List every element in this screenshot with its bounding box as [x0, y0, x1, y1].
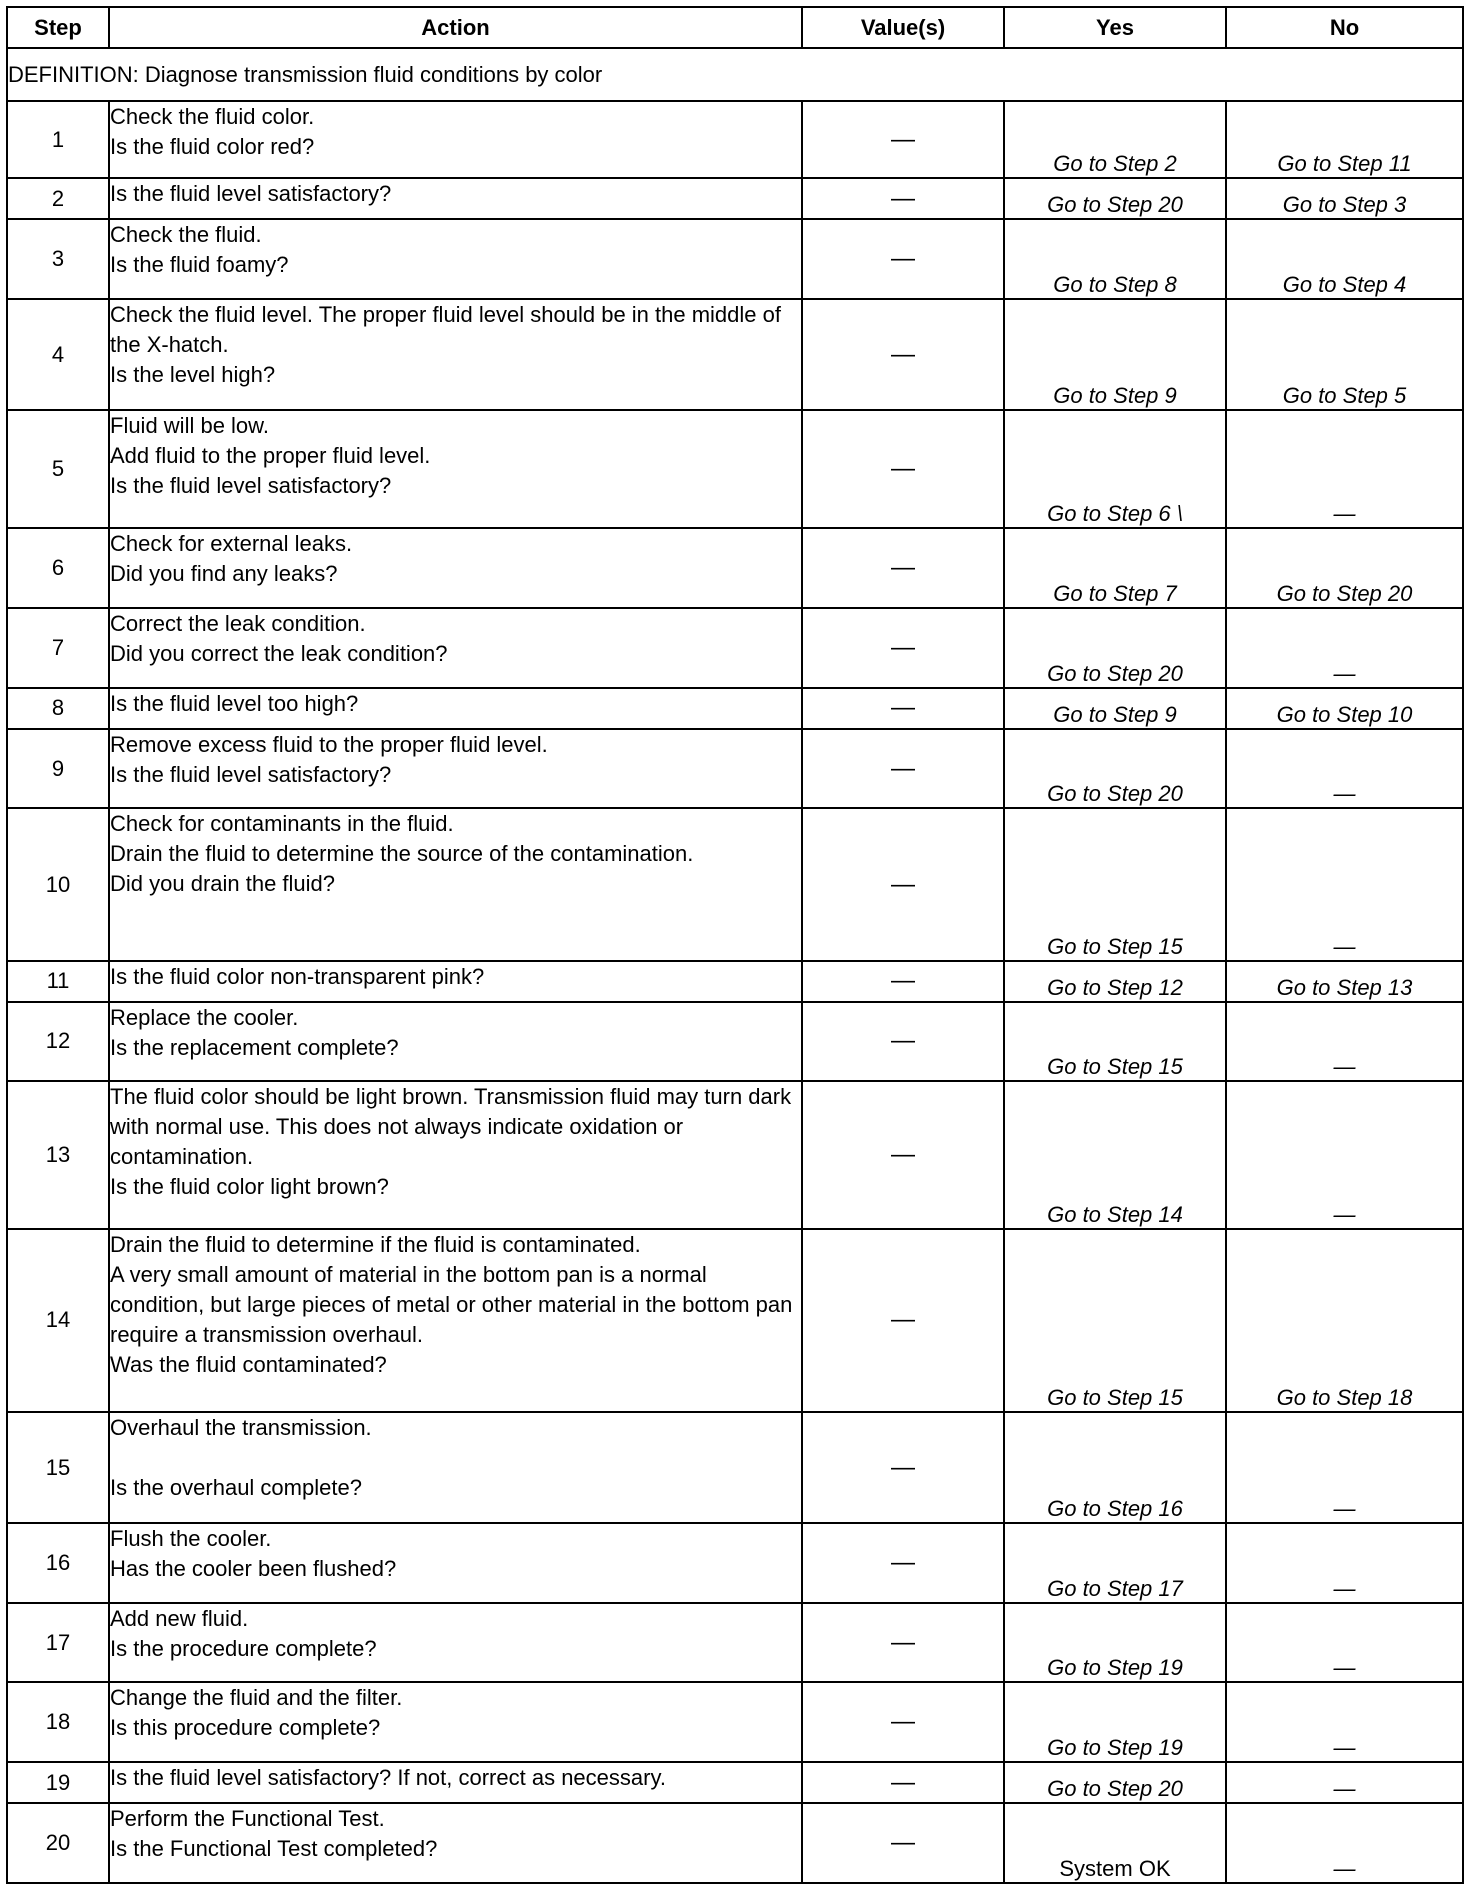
action-cell [109, 1603, 802, 1683]
action-cell [109, 1002, 802, 1082]
step-number: 17 [7, 1603, 109, 1683]
action-line: Is the level high? [110, 362, 276, 388]
no-cell: Go to Step 5 [1226, 299, 1463, 410]
step-number: 10 [7, 808, 109, 960]
header-action: Action [109, 7, 802, 48]
value-cell: — [802, 729, 1004, 809]
step-number: 15 [7, 1412, 109, 1523]
table-row [7, 219, 1463, 299]
yes-cell: Go to Step 20 [1004, 1762, 1226, 1803]
no-cell: Go to Step 10 [1226, 688, 1463, 729]
action-cell [109, 1229, 802, 1413]
diagnostic-table [6, 6, 1464, 1884]
action-line: Flush the cooler. [110, 1526, 272, 1552]
step-number: 19 [7, 1762, 109, 1803]
value-cell: — [802, 1803, 1004, 1883]
value-cell: — [802, 1412, 1004, 1523]
step-number: 9 [7, 729, 109, 809]
no-cell: — [1226, 410, 1463, 528]
table-row [7, 1412, 1463, 1523]
action-line [110, 1443, 801, 1473]
yes-cell: Go to Step 17 [1004, 1523, 1226, 1603]
table-row [7, 178, 1463, 219]
table-row [7, 729, 1463, 809]
action-line: Check the fluid. [110, 222, 262, 248]
value-cell: — [802, 808, 1004, 960]
action-line: Check the fluid color. [110, 104, 315, 130]
action-line: Is the fluid level satisfactory? If not, correct as necessary. [110, 1765, 666, 1791]
action-line: Drain the fluid to determine the source of the contamination. [110, 841, 694, 867]
table-row [7, 299, 1463, 410]
no-cell: — [1226, 729, 1463, 809]
value-cell: — [802, 101, 1004, 178]
value-cell: — [802, 1682, 1004, 1762]
action-line: Is the replacement complete? [110, 1034, 399, 1060]
step-number: 16 [7, 1523, 109, 1603]
yes-cell: Go to Step 6 \ [1004, 410, 1226, 528]
header-yes: Yes [1004, 7, 1226, 48]
table-row [7, 961, 1463, 1002]
action-line: The fluid color should be light brown. Transmission fluid may turn dark with normal use. This does not always indicate oxidation or contamination. [110, 1084, 792, 1170]
step-number: 1 [7, 101, 109, 178]
action-line: Is the fluid color light brown? [110, 1174, 389, 1200]
table-row [7, 808, 1463, 960]
no-cell: — [1226, 1603, 1463, 1683]
table-row [7, 608, 1463, 688]
action-line: Is the fluid foamy? [110, 252, 289, 278]
step-number: 18 [7, 1682, 109, 1762]
value-cell: — [802, 608, 1004, 688]
action-line: Correct the leak condition. [110, 611, 366, 637]
action-line: Is the fluid level satisfactory? [110, 473, 392, 499]
step-number: 14 [7, 1229, 109, 1413]
no-cell: — [1226, 608, 1463, 688]
table-row [7, 688, 1463, 729]
no-cell: — [1226, 1002, 1463, 1082]
action-cell [109, 961, 802, 1002]
no-cell: Go to Step 20 [1226, 528, 1463, 608]
action-cell [109, 1682, 802, 1762]
value-cell: — [802, 178, 1004, 219]
action-line: Did you correct the leak condition? [110, 641, 448, 667]
step-number: 5 [7, 410, 109, 528]
action-line: Has the cooler been flushed? [110, 1556, 397, 1582]
no-cell: Go to Step 11 [1226, 101, 1463, 178]
action-line: Is the fluid level satisfactory? [110, 181, 392, 207]
yes-cell: Go to Step 16 [1004, 1412, 1226, 1523]
yes-cell: Go to Step 2 [1004, 101, 1226, 178]
action-line: Is the fluid color red? [110, 134, 315, 160]
no-cell: — [1226, 1682, 1463, 1762]
action-cell [109, 101, 802, 178]
step-number: 11 [7, 961, 109, 1002]
step-number: 13 [7, 1081, 109, 1228]
table-row [7, 1762, 1463, 1803]
no-cell: — [1226, 1412, 1463, 1523]
action-cell [109, 608, 802, 688]
action-cell [109, 808, 802, 960]
table-row [7, 1002, 1463, 1082]
action-line: Fluid will be low. [110, 413, 269, 439]
action-line: Add fluid to the proper fluid level. [110, 443, 431, 469]
yes-cell: Go to Step 9 [1004, 688, 1226, 729]
value-cell: — [802, 1002, 1004, 1082]
no-cell: Go to Step 13 [1226, 961, 1463, 1002]
table-row [7, 528, 1463, 608]
yes-cell: Go to Step 15 [1004, 1002, 1226, 1082]
no-cell: — [1226, 1523, 1463, 1603]
value-cell: — [802, 688, 1004, 729]
step-number: 6 [7, 528, 109, 608]
yes-cell: Go to Step 15 [1004, 808, 1226, 960]
yes-cell: Go to Step 14 [1004, 1081, 1226, 1228]
step-number: 4 [7, 299, 109, 410]
no-cell: — [1226, 1762, 1463, 1803]
table-row [7, 1803, 1463, 1883]
action-line: Change the fluid and the filter. [110, 1685, 403, 1711]
action-line: Is the fluid level satisfactory? [110, 761, 392, 787]
table-row [7, 1682, 1463, 1762]
action-cell [109, 1762, 802, 1803]
table-row [7, 101, 1463, 178]
no-cell: — [1226, 1803, 1463, 1883]
no-cell: — [1226, 808, 1463, 960]
action-cell [109, 1803, 802, 1883]
step-number: 3 [7, 219, 109, 299]
table-row [7, 1081, 1463, 1228]
header-step: Step [7, 7, 109, 48]
yes-cell: Go to Step 19 [1004, 1603, 1226, 1683]
action-cell [109, 1523, 802, 1603]
definition-row [7, 48, 1463, 101]
yes-cell: Go to Step 20 [1004, 178, 1226, 219]
action-line: A very small amount of material in the bottom pan is a normal condition, but large pieces of metal or other material in the bottom pan require a transmission overhaul. [110, 1261, 793, 1347]
yes-cell: Go to Step 7 [1004, 528, 1226, 608]
action-cell [109, 299, 802, 410]
action-line: Drain the fluid to determine if the fluid is contaminated. [110, 1231, 641, 1257]
yes-cell: Go to Step 19 [1004, 1682, 1226, 1762]
table-row [7, 1603, 1463, 1683]
action-line: Check for contaminants in the fluid. [110, 811, 454, 837]
step-number: 8 [7, 688, 109, 729]
value-cell: — [802, 410, 1004, 528]
value-cell: — [802, 219, 1004, 299]
value-cell: — [802, 1603, 1004, 1683]
action-cell [109, 219, 802, 299]
no-cell: Go to Step 3 [1226, 178, 1463, 219]
table-row [7, 410, 1463, 528]
no-cell: Go to Step 4 [1226, 219, 1463, 299]
yes-cell: Go to Step 8 [1004, 219, 1226, 299]
value-cell: — [802, 299, 1004, 410]
action-line: Check the fluid level. The proper fluid level should be in the middle of the X-hatch. [110, 302, 781, 358]
action-line: Was the fluid contaminated? [110, 1351, 387, 1377]
action-line: Is the fluid level too high? [110, 690, 359, 716]
value-cell: — [802, 1229, 1004, 1413]
header-values: Value(s) [802, 7, 1004, 48]
table-row [7, 1229, 1463, 1413]
action-cell [109, 528, 802, 608]
yes-cell: Go to Step 20 [1004, 608, 1226, 688]
value-cell: — [802, 1523, 1004, 1603]
action-line: Remove excess fluid to the proper fluid level. [110, 731, 548, 757]
action-line: Replace the cooler. [110, 1004, 299, 1030]
action-line: Is the Functional Test completed? [110, 1836, 438, 1862]
action-line: Did you drain the fluid? [110, 871, 336, 897]
action-line: Check for external leaks. [110, 531, 353, 557]
yes-cell: System OK [1004, 1803, 1226, 1883]
value-cell: — [802, 1762, 1004, 1803]
definition-text: DEFINITION: Diagnose transmission fluid conditions by color [7, 48, 1463, 101]
step-number: 12 [7, 1002, 109, 1082]
action-line: Is the overhaul complete? [110, 1475, 362, 1501]
yes-cell: Go to Step 20 [1004, 729, 1226, 809]
yes-cell: Go to Step 15 [1004, 1229, 1226, 1413]
step-number: 7 [7, 608, 109, 688]
action-line: Is the procedure complete? [110, 1635, 377, 1661]
step-number: 20 [7, 1803, 109, 1883]
action-line: Is the fluid color non-transparent pink? [110, 963, 485, 989]
action-cell [109, 410, 802, 528]
yes-cell: Go to Step 9 [1004, 299, 1226, 410]
value-cell: — [802, 961, 1004, 1002]
table-row [7, 1523, 1463, 1603]
step-number: 2 [7, 178, 109, 219]
header-no: No [1226, 7, 1463, 48]
action-cell [109, 1081, 802, 1228]
value-cell: — [802, 528, 1004, 608]
header-row [7, 7, 1463, 48]
no-cell: — [1226, 1081, 1463, 1228]
action-line: Did you find any leaks? [110, 561, 338, 587]
action-cell [109, 688, 802, 729]
action-line: Perform the Functional Test. [110, 1806, 385, 1832]
no-cell: Go to Step 18 [1226, 1229, 1463, 1413]
action-line: Overhaul the transmission. [110, 1415, 372, 1441]
action-line: Is this procedure complete? [110, 1715, 381, 1741]
action-cell [109, 1412, 802, 1523]
value-cell: — [802, 1081, 1004, 1228]
action-cell [109, 178, 802, 219]
action-line: Add new fluid. [110, 1605, 249, 1631]
yes-cell: Go to Step 12 [1004, 961, 1226, 1002]
action-cell [109, 729, 802, 809]
